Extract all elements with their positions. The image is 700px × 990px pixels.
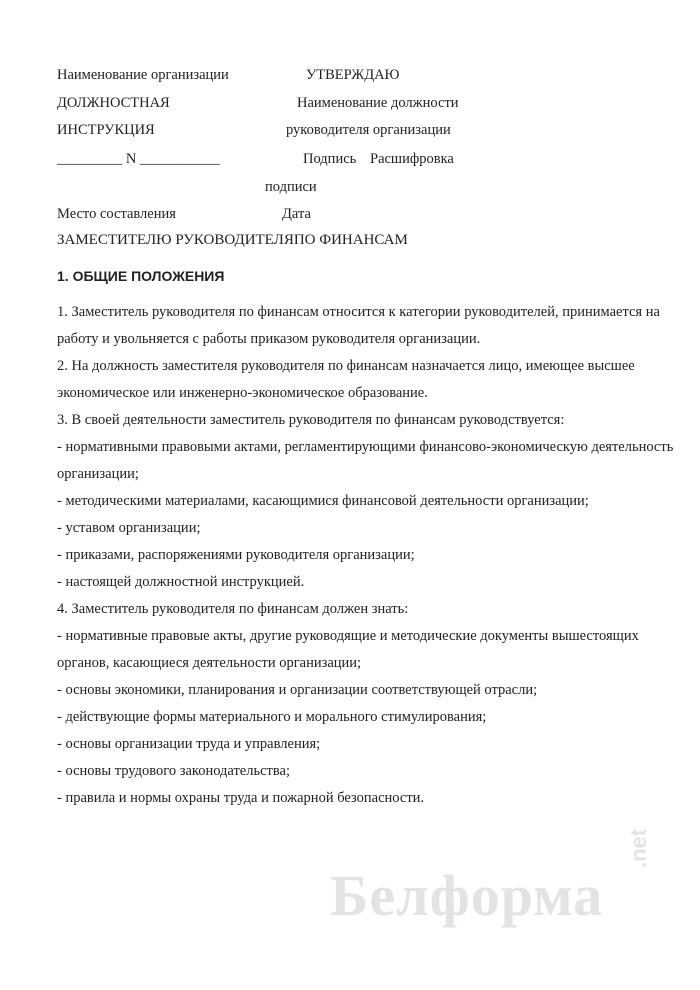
body-line: 3. В своей деятельности заместитель руководителя по финансам руководствуется: <box>57 412 565 428</box>
approve-label: УТВЕРЖДАЮ <box>306 67 400 83</box>
body-line: 4. Заместитель руководителя по финансам должен знать: <box>57 601 409 617</box>
body-line: - основы трудового законодательства; <box>57 763 290 779</box>
decoding-label: Расшифровка <box>370 151 454 167</box>
org-name-label: Наименование организации <box>57 67 229 83</box>
body-line: органов, касающиеся деятельности организации; <box>57 655 362 671</box>
section-heading: 1. ОБЩИЕ ПОЛОЖЕНИЯ <box>57 268 225 284</box>
body-line: - основы организации труда и управления; <box>57 736 321 752</box>
body-line: экономическое или инженерно-экономическое образование. <box>57 385 428 401</box>
body-line: работу и увольняется с работы приказом руководителя организации. <box>57 331 481 347</box>
body-line: - действующие формы материального и морального стимулирования; <box>57 709 487 725</box>
doc-type-line2: ИНСТРУКЦИЯ <box>57 122 155 138</box>
place-label: Место составления <box>57 206 176 222</box>
number-line: _________ N ___________ <box>57 151 220 167</box>
body-line: - методическими материалами, касающимися финансовой деятельности организации; <box>57 493 589 509</box>
body-line: 1. Заместитель руководителя по финансам относится к категории руководителей, принимается на <box>57 304 660 320</box>
body-line: - правила и нормы охраны труда и пожарной безопасности. <box>57 790 425 806</box>
document-title: ЗАМЕСТИТЕЛЮ РУКОВОДИТЕЛЯПО ФИНАНСАМ <box>57 232 408 248</box>
head-of-org-label: руководителя организации <box>286 122 451 138</box>
body-line: - настоящей должностной инструкцией. <box>57 574 305 590</box>
body-line: 2. На должность заместителя руководителя по финансам назначается лицо, имеющее высшее <box>57 358 635 374</box>
watermark-logo: Белформа <box>330 863 604 928</box>
section-body <box>57 303 674 816</box>
doc-type-line1: ДОЛЖНОСТНАЯ <box>57 95 170 111</box>
body-line: - нормативными правовыми актами, регламентирующими финансово-экономическую деятельность <box>57 439 674 455</box>
body-line: организации; <box>57 466 139 482</box>
body-line: - нормативные правовые акты, другие руководящие и методические документы вышестоящих <box>57 628 639 644</box>
signature-label: Подпись <box>303 151 357 167</box>
position-label: Наименование должности <box>297 95 459 111</box>
watermark-suffix: .net <box>626 828 651 868</box>
body-line: - основы экономики, планирования и организации соответствующей отрасли; <box>57 682 538 698</box>
body-line: - уставом организации; <box>57 520 201 536</box>
body-line: - приказами, распоряжениями руководителя организации; <box>57 547 415 563</box>
signature-sub-label: подписи <box>265 179 317 195</box>
date-label: Дата <box>282 206 311 222</box>
